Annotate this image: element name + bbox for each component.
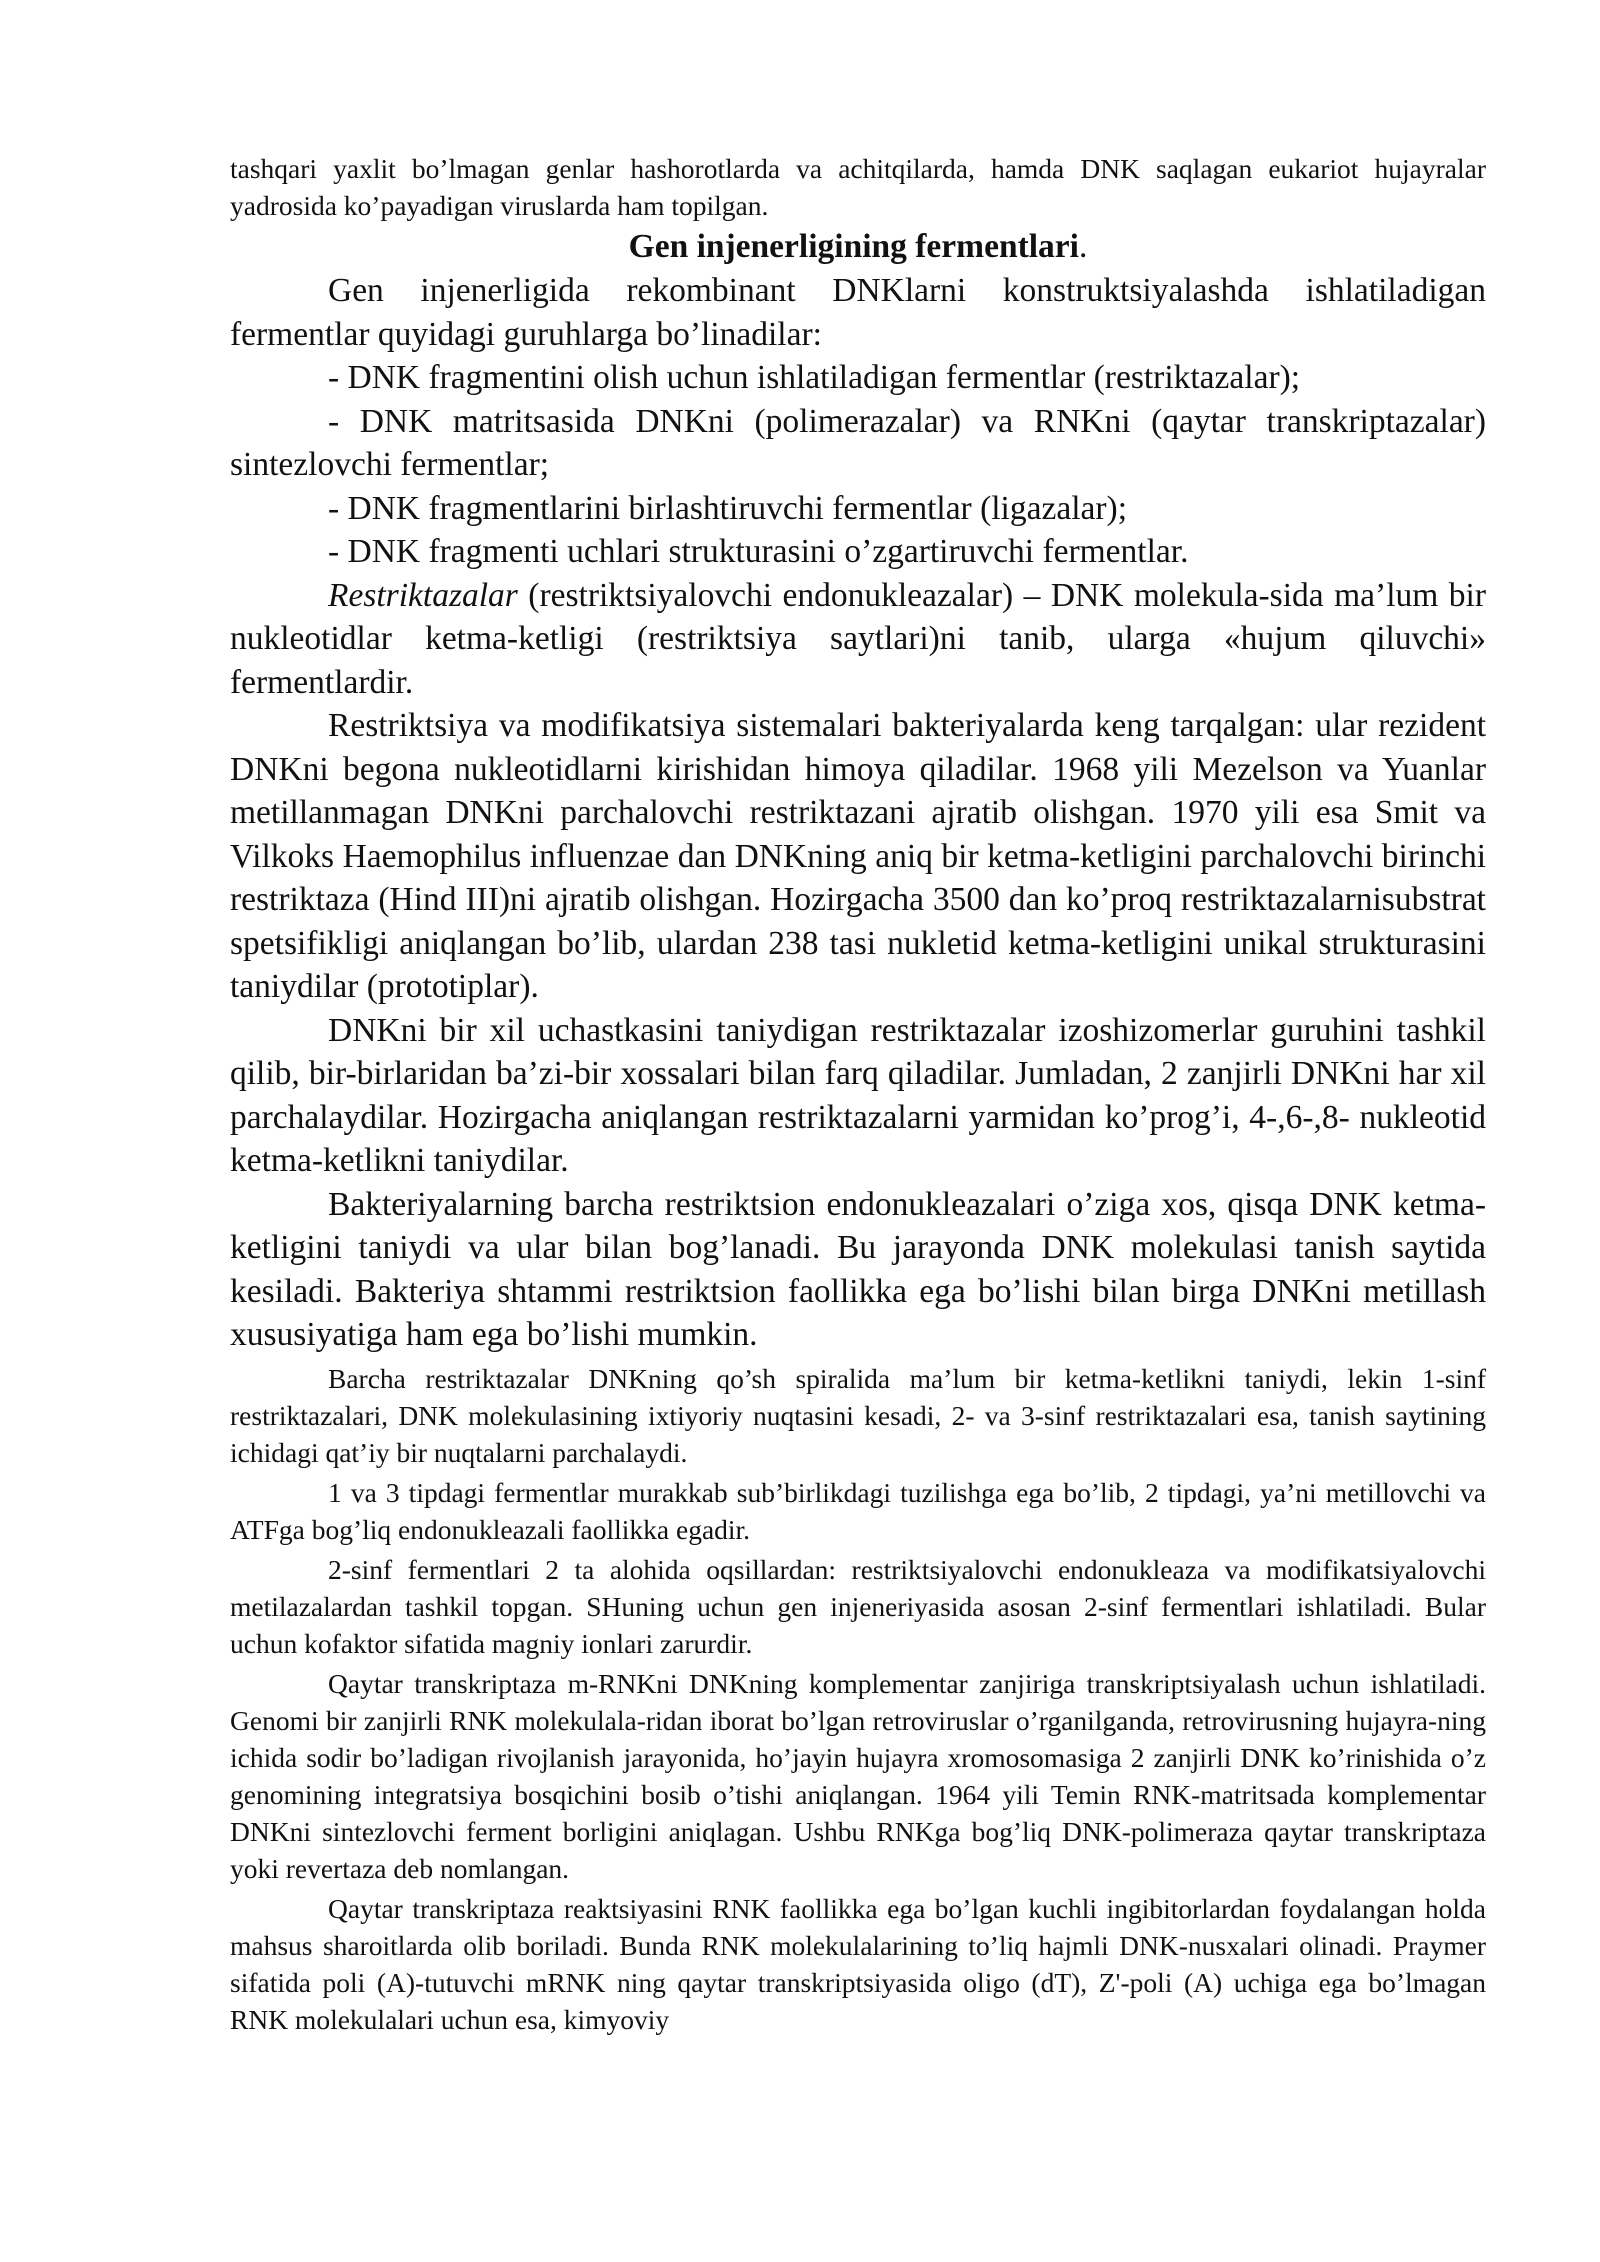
paragraph-restriktazalar-text: (restriktsiyalovchi endonukleazalar) – DNK molekula-sida ma’lum bir nukleotidlar ketma-ketligi (restriktsiya saytlari)ni tanib, ularga «hujum qiluvchi» fermentlardir. <box>230 576 1486 701</box>
paragraph-bacterial-endonucleases: Bakteriyalarning barcha restriktsion endonukleazalari o’ziga xos, qisqa DNK ketma-ketligini taniydi va ular bilan bog’lanadi. Bu jarayonda DNK molekulasi tanish saytida kesiladi. Bakteriya shtammi restriktsion faollikka ega bo’lishi bilan birga DNKni metillash xususiyatiga ham ega bo’lishi mumkin. <box>230 1185 1486 1353</box>
paragraph-reverse-transcriptase: Qaytar transkriptaza m-RNKni DNKning komplementar zanjiriga transkriptsiyalash uchun ishlatiladi. Genomi bir zanjirli RNK molekulala-ridan iborat bo’lgan retroviruslar o’rganilganda, retrovirusning hujayra-ning ichida sodir bo’ladigan rivojlanish jarayonida, ho’jayin hujayra xromosomasiga 2 zanjirli DNK ko’rinishida o’z genomining integratsiya bosqichini bosib o’tishi aniqlangan. 1964 yili Temin RNK-matritsada komplementar DNKni sintezlovchi ferment borligini aniqlagan. Ushbu RNKga bog’liq DNK-polimeraza qaytar transkriptaza yoki revertaza deb nomlangan. <box>230 1667 1486 1884</box>
list-item-modifying-enzymes: - DNK fragmenti uchlari strukturasini o’zgartiruvchi fermentlar. <box>328 533 1189 570</box>
paragraph-restriction-systems: Restriktsiya va modifikatsiya sistemalari bakteriyalarda keng tarqalgan: ular rezident DNKni begona nukleotidlarni kirishidan himoya qiladilar. 1968 yili Mezelson va Yuanlar metillanmagan DNKni parchalovchi restriktazani ajratib olishgan. 1970 yili esa Smit va Vilkoks Haemophilus influenzae dan DNKning aniq bir ketma-ketligini parchalovchi birinchi restriktaza (Hind III)ni ajratib olishgan. Hozirgacha 3500 dan ko’proq restriktazalarnisubstrat spetsifikligi aniqlangan bo’lib, ulardan 238 tasi nukletid ketma-ketligini unikal strukturasini taniydilar (prototiplar). <box>230 707 1486 1005</box>
section-title-dot: . <box>1078 228 1088 265</box>
paragraph-enzyme-types: 1 va 3 tipdagi fermentlar murakkab sub’birlikdagi tuzilishga ega bo’lib, 2 tipdagi, ya’ni metillovchi va ATFga bog’liq endonukleazali faollikka egadir. <box>230 1476 1486 1545</box>
paragraph-class-2-enzymes: 2-sinf fermentlari 2 ta alohida oqsillardan: restriktsiyalovchi endonukleaza va modifikatsiyalovchi metilazalardan tashkil topgan. SHuning uchun gen injeneriyasida asosan 2-sinf fermentlari ishlatiladi. Bular uchun kofaktor sifatida magniy ionlari zarurdir. <box>230 1553 1486 1659</box>
paragraph-restriktazalar <box>230 574 1486 705</box>
paragraph-isoschizomers: DNKni bir xil uchastkasini taniydigan restriktazalar izoshizomerlar guruhini tashkil qilib, bir-birlaridan ba’zi-bir xossalari bilan farq qiladilar. Jumladan, 2 zanjirli DNKni har xil parchalaydilar. Hozirgacha aniqlangan restriktazalarni yarmidan ko’prog’i, 4-,6-,8- nukleotid ketma-ketlikni taniydilar. <box>230 1011 1486 1179</box>
document-page <box>230 150 1486 2038</box>
paragraph-intro: Gen injenerligida rekombinant DNKlarni konstruktsiyalashda ishlatiladigan fermentlar quyidagi guruhlarga bo’linadilar: <box>230 272 1486 353</box>
list-item-restriktazalar: - DNK fragmentini olish uchun ishlatiladigan fermentlar (restriktazalar); <box>328 359 1301 396</box>
paragraph-reverse-transcription-reaction: Qaytar transkriptaza reaktsiyasini RNK faollikka ega bo’lgan kuchli ingibitorlardan foydalangan holda mahsus sharoitlarda olib boriladi. Bunda RNK molekulalarining to’liq hajmli DNK-nusxalari olinadi. Praymer sifatida poli (A)-tutuvchi mRNK ning qaytar transkriptsiyasida oligo (dT), Z'-poli (A) uchiga ega bo’lmagan RNK molekulalari uchun esa, kimyoviy <box>230 1892 1486 2035</box>
list-item-polimerazalar: - DNK matritsasida DNKni (polimerazalar) va RNKni (qaytar transkriptazalar) sintezlovchi fermentlar; <box>230 402 1486 483</box>
term-restriktazalar: Restriktazalar <box>328 576 518 614</box>
paragraph-continuation: tashqari yaxlit bo’lmagan genlar hashorotlarda va achitqilarda, hamda DNK saqlagan eukariot hujayralar yadrosida ko’payadigan viruslarda ham topilgan. <box>230 153 1486 221</box>
paragraph-restriction-classes: Barcha restriktazalar DNKning qo’sh spiralida ma’lum bir ketma-ketlikni taniydi, lekin 1-sinf restriktazalari, DNK molekulasining ixtiyoriy nuqtasini kesadi, 2- va 3-sinf restriktazalari esa, tanish saytining ichidagi qat’iy bir nuqtalarni parchalaydi. <box>230 1362 1486 1468</box>
list-item-ligazalar: - DNK fragmentlarini birlashtiruvchi fermentlar (ligazalar); <box>328 489 1128 527</box>
section-title-text: Gen injenerligining fermentlari <box>628 228 1079 265</box>
section-title <box>230 225 1486 268</box>
